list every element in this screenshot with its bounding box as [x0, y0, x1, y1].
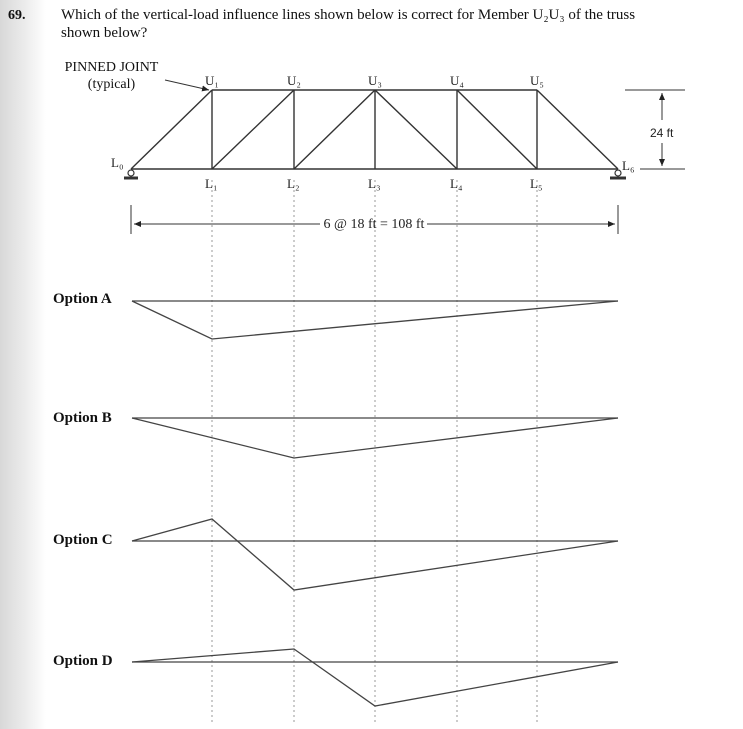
- node-u4: U₄: [450, 73, 464, 88]
- pinned-joint-title: PINNED JOINT: [64, 60, 159, 75]
- node-u2: U₂: [287, 73, 301, 88]
- option-c-label: Option C: [53, 532, 113, 548]
- end-post-left: [131, 90, 212, 169]
- pin-circle: [128, 170, 134, 176]
- node-l0: L₀: [111, 155, 124, 170]
- node-u1: U₁: [205, 73, 219, 88]
- truss: [131, 90, 618, 169]
- option-a-label: Option A: [53, 291, 112, 307]
- diagonal-u3l4: [375, 90, 457, 169]
- diagonal-l1u2: [212, 90, 294, 169]
- diagonal-l2u3: [294, 90, 375, 169]
- span-label: 6 @ 18 ft = 108 ft: [323, 217, 425, 232]
- roller-circle: [615, 170, 621, 176]
- option-c-curve: [132, 519, 618, 590]
- question-line-1: Which of the vertical-load influence lines shown below is correct for Member U₂U₃ of the truss: [61, 7, 636, 23]
- node-u5: U₅: [530, 73, 544, 88]
- node-l6: L₆: [622, 158, 635, 173]
- diagonal-u4l5: [457, 90, 537, 169]
- node-u3: U₃: [368, 73, 382, 88]
- pinned-joint-leader: [165, 80, 209, 90]
- node-l2: L₂: [287, 176, 300, 191]
- question-number: 69.: [8, 8, 26, 23]
- option-b-label: Option B: [53, 410, 112, 426]
- height-label: 24 ft: [650, 126, 674, 140]
- pinned-joint-note: (typical): [87, 77, 136, 92]
- question-line-2: shown below?: [61, 25, 148, 41]
- option-d-curve: [132, 649, 618, 706]
- pin-support: [124, 170, 138, 178]
- option-d-label: Option D: [53, 653, 113, 669]
- end-post-right: [537, 90, 618, 169]
- node-l4: L₄: [450, 176, 463, 191]
- node-l3: L₃: [368, 176, 381, 191]
- node-l1: L₁: [205, 176, 218, 191]
- node-l5: L₅: [530, 176, 543, 191]
- panel-guides: [212, 180, 537, 725]
